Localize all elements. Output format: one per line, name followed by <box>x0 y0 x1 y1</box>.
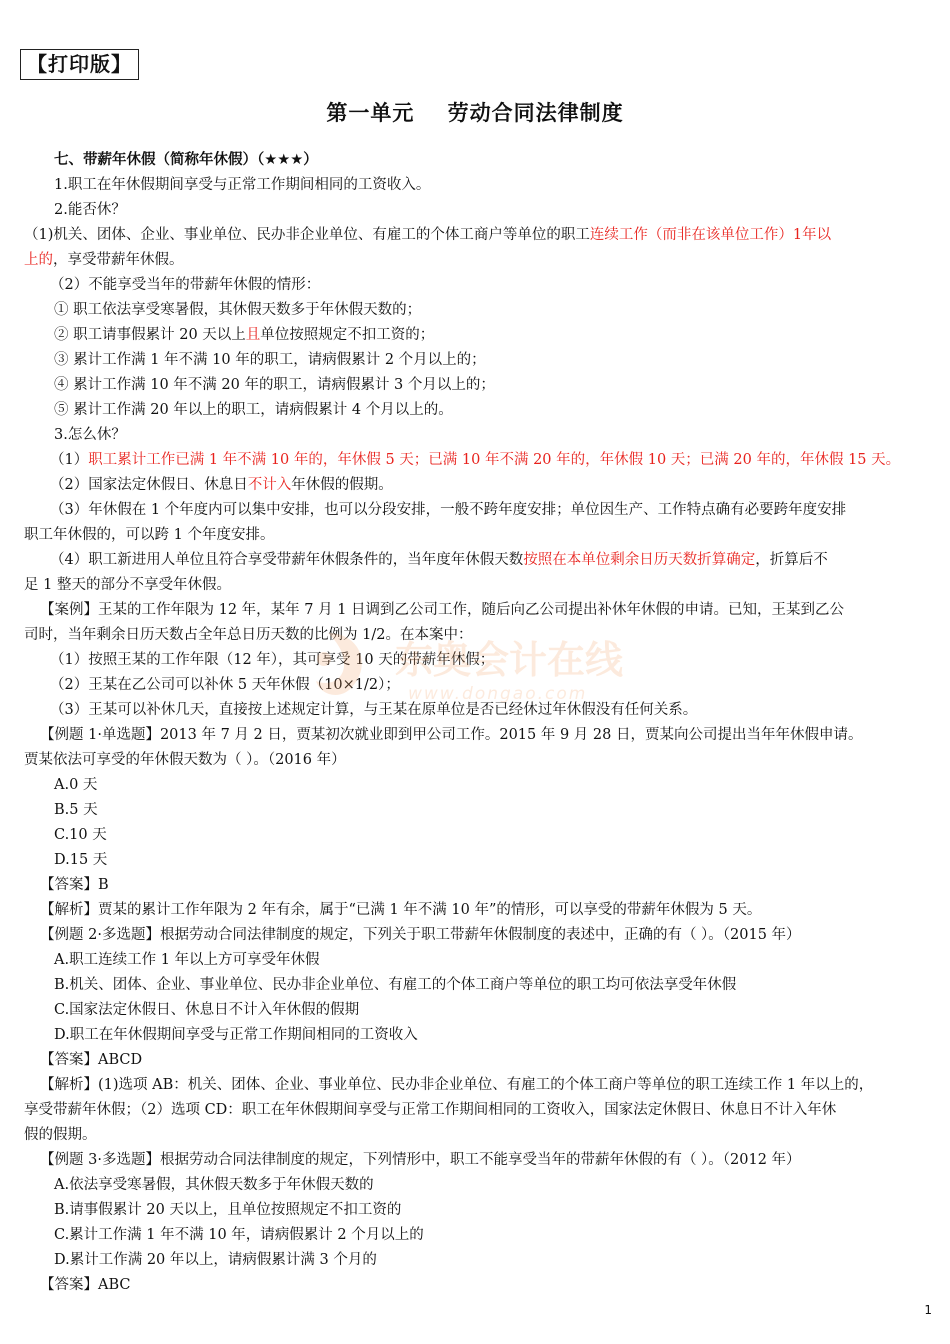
paragraph: （2）国家法定休假日、休息日不计入年休假的假期。 <box>50 477 393 493</box>
paragraph: （3）年休假在 1 个年度内可以集中安排，也可以分段安排，一般不跨年度安排；单位因生产、工作特点确有必要跨年度安排 <box>50 502 847 518</box>
answer-option: A.依法享受寒暑假，其休假天数多于年休假天数的 <box>54 1177 374 1193</box>
question-stem: 【例题 1·单选题】2013 年 7 月 2 日，贾某初次就业即到甲公司工作。2015 年 9 月 28 日，贾某向公司提出当年年休假申请。 <box>40 727 863 743</box>
paragraph: （1)机关、团体、企业、事业单位、民办非企业单位、有雇工的个体工商户等单位的职工连续工作（而非在该单位工作）1年以 <box>24 227 832 243</box>
answer-option: D.15 天 <box>54 852 108 868</box>
highlight-text: 按照在本单位剩余日历天数折算确定 <box>523 552 756 568</box>
highlight-text: 连续工作（而非在该单位工作）1年以 <box>589 227 832 243</box>
case-item: （2）王某在乙公司可以补休 5 天年休假（10×1/2）； <box>50 677 400 693</box>
answer-option: C.10 天 <box>54 827 107 843</box>
answer-option: B.请事假累计 20 天以上，且单位按照规定不扣工资的 <box>54 1202 402 1218</box>
print-version-badge: 【打印版】 <box>20 49 139 80</box>
highlight-text: 且 <box>245 327 261 343</box>
question-stem: 贾某依法可享受的年休假天数为（ ）。（2016 年） <box>24 752 346 768</box>
answer-explanation: 【解析】贾某的累计工作年限为 2 年有余，属于“已满 1 年不满 10 年”的情形，可以享受的带薪年休假为 5 天。 <box>40 902 762 918</box>
list-item: ⑤ 累计工作满 20 年以上的职工，请病假累计 4 个月以上的。 <box>54 402 453 418</box>
paragraph: 上的，享受带薪年休假。 <box>24 252 184 268</box>
paragraph: （4）职工新进用人单位且符合享受带薪年休假条件的，当年度年休假天数按照在本单位剩余日历天数折算确定，折算后不 <box>50 552 828 568</box>
answer-explanation: 【解析】(1)选项 AB：机关、团体、企业、事业单位、民办非企业单位、有雇工的个体工商户等单位的职工连续工作 1 年以上的， <box>40 1077 874 1093</box>
page-number: 1 <box>924 1303 932 1317</box>
page-title: 第一单元 劳动合同法律制度 <box>326 101 624 125</box>
section-heading: 七、带薪年休假（简称年休假）（★★★） <box>54 152 318 168</box>
paragraph: 1.职工在年休假期间享受与正常工作期间相同的工资收入。 <box>54 177 431 193</box>
case-item: （1）按照王某的工作年限（12 年），其可享受 10 天的带薪年休假； <box>50 652 495 668</box>
answer-option: A.职工连续工作 1 年以上方可享受年休假 <box>54 952 320 968</box>
answer-option: C.国家法定休假日、休息日不计入年休假的假期 <box>54 1002 360 1018</box>
list-item: ③ 累计工作满 1 年不满 10 年的职工，请病假累计 2 个月以上的； <box>54 352 486 368</box>
list-item: ① 职工依法享受寒暑假，其休假天数多于年休假天数的； <box>54 302 422 318</box>
paragraph: 3.怎么休？ <box>54 427 126 443</box>
document-body <box>24 148 930 1298</box>
watermark-text: 东奥会计在线 <box>395 638 624 682</box>
answer-option: D.职工在年休假期间享受与正常工作期间相同的工资收入 <box>54 1027 418 1043</box>
answer-option: C.累计工作满 1 年不满 10 年，请病假累计 2 个月以上的 <box>54 1227 424 1243</box>
case-item: （3）王某可以补休几天，直接按上述规定计算，与王某在原单位是否已经休过年休假没有任何关系。 <box>50 702 698 718</box>
answer-option: B.5 天 <box>54 802 98 818</box>
answer-option: A.0 天 <box>54 777 98 793</box>
highlight-text: 上的 <box>24 252 53 268</box>
paragraph: 职工年休假的，可以跨 1 个年度安排。 <box>24 527 275 543</box>
answer-explanation: 享受带薪年休假；（2）选项 CD：职工在年休假期间享受与正常工作期间相同的工资收入，国家法定休假日、休息日不计入年休 <box>24 1102 837 1118</box>
answer-key: 【答案】ABC <box>40 1277 131 1293</box>
answer-key: 【答案】B <box>40 877 109 893</box>
answer-option: D.累计工作满 20 年以上，请病假累计满 3 个月的 <box>54 1252 377 1268</box>
paragraph: （2）不能享受当年的带薪年休假的情形： <box>50 277 321 293</box>
paragraph: 2.能否休？ <box>54 202 126 218</box>
list-item: ② 职工请事假累计 20 天以上且单位按照规定不扣工资的； <box>54 327 435 343</box>
answer-explanation: 假的假期。 <box>24 1127 97 1143</box>
answer-key: 【答案】ABCD <box>40 1052 143 1068</box>
paragraph: 足 1 整天的部分不享受年休假。 <box>24 577 231 593</box>
highlight-text: 不计入 <box>247 477 292 493</box>
list-item: ④ 累计工作满 10 年不满 20 年的职工，请病假累计 3 个月以上的； <box>54 377 495 393</box>
case-paragraph: 司时，当年剩余日历天数占全年总日历天数的比例为 1/2。在本案中： <box>24 627 473 643</box>
watermark-url: www.dongao.com <box>408 684 588 704</box>
paragraph: （1）职工累计工作已满 1 年不满 10 年的，年休假 5 天；已满 10 年不满 20 年的，年休假 10 天；已满 20 年的，年休假 15 天。 <box>50 452 901 468</box>
question-stem: 【例题 3·多选题】根据劳动合同法律制度的规定，下列情形中，职工不能享受当年的带薪年休假的有（ ）。（2012 年） <box>40 1152 801 1168</box>
question-stem: 【例题 2·多选题】根据劳动合同法律制度的规定，下列关于职工带薪年休假制度的表述中，正确的有（ ）。（2015 年） <box>40 927 801 943</box>
highlight-text: 职工累计工作已满 1 年不满 10 年的，年休假 5 天；已满 10 年不满 20 年的，年休假 10 天；已满 20 年的，年休假 15 天。 <box>88 452 901 468</box>
case-paragraph: 【案例】王某的工作年限为 12 年，某年 7 月 1 日调到乙公司工作，随后向乙公司提出补休年休假的申请。已知，王某到乙公 <box>40 602 845 618</box>
answer-option: B.机关、团体、企业、事业单位、民办非企业单位、有雇工的个体工商户等单位的职工均可依法享受年休假 <box>54 977 737 993</box>
